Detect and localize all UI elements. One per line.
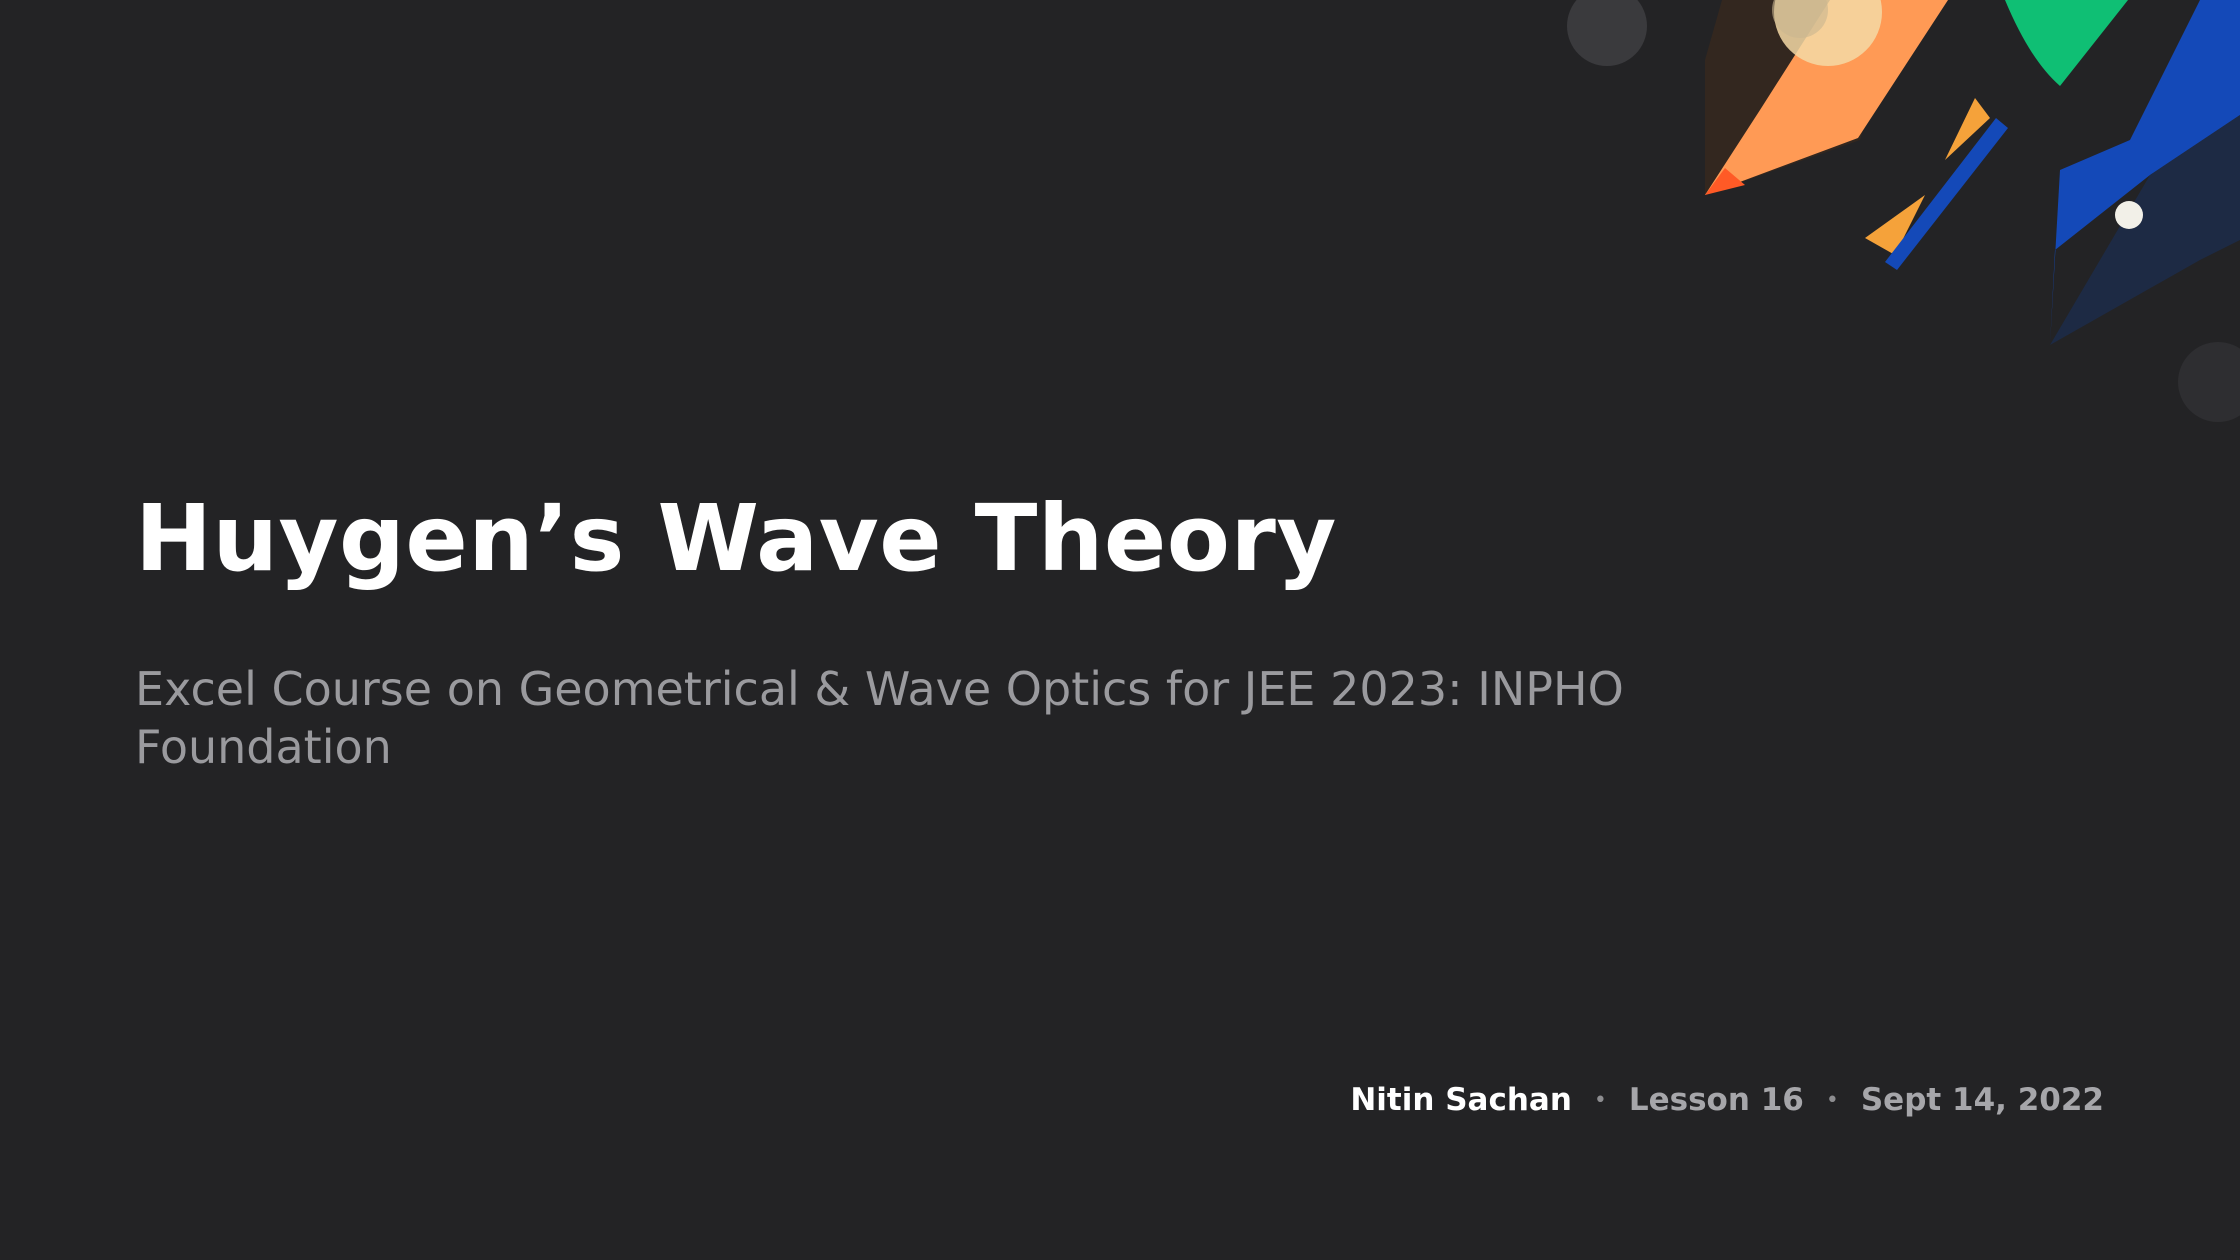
grey-dot-top <box>1567 0 1647 66</box>
lesson-date: Sept 14, 2022 <box>1860 1082 2104 1118</box>
author-name: Nitin Sachan <box>1350 1082 1572 1118</box>
bowtie-blue-band <box>1885 118 2008 270</box>
lesson-number: Lesson 16 <box>1628 1082 1804 1118</box>
footer-separator: • <box>1593 1087 1607 1113</box>
slide-title: Huygen’s Wave Theory <box>135 485 1337 592</box>
footer-separator: • <box>1825 1087 1839 1113</box>
grey-dot-right <box>2178 342 2240 422</box>
slide-subtitle: Excel Course on Geometrical & Wave Optics for JEE 2023: INPHO Foundation <box>135 662 1624 774</box>
slide-footer <box>1350 1082 2104 1118</box>
green-drop-shape <box>2005 0 2128 86</box>
white-dot <box>2115 201 2143 229</box>
